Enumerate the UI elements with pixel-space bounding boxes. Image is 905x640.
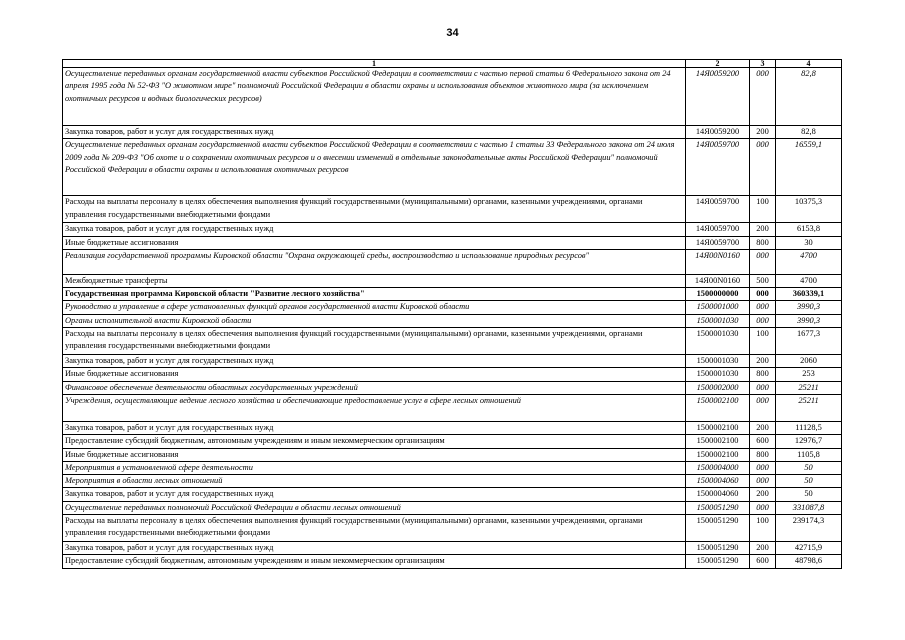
row-description: Мероприятия в установленной сфере деятельности: [63, 461, 686, 474]
row-amount: 4700: [776, 274, 842, 287]
row-description: Предоставление субсидий бюджетным, автономным учреждениям и иным некоммерческим организациям: [63, 555, 686, 568]
row-description: Расходы на выплаты персоналу в целях обеспечения выполнения функций государственными (муниципальными) органами, казенными учреждениями, органами управления государственными внебюджетными фондами: [63, 328, 686, 355]
row-amount: 48798,6: [776, 555, 842, 568]
table-row: [63, 68, 842, 126]
row-code: 1500051290: [686, 515, 750, 542]
row-description: Закупка товаров, работ и услуг для государственных нужд: [63, 488, 686, 501]
row-code: 14Я0059700: [686, 139, 750, 196]
row-description: Реализация государственной программы Кировской области "Охрана окружающей среды, воспроизводство и использование природных ресурсов": [63, 249, 686, 274]
row-code: 1500001030: [686, 314, 750, 327]
row-expense-type: 500: [750, 274, 776, 287]
row-code: 14Я0059700: [686, 223, 750, 236]
row-description: Государственная программа Кировской области "Развитие лесного хозяйства": [63, 288, 686, 301]
row-amount: 50: [776, 461, 842, 474]
row-expense-type: 000: [750, 249, 776, 274]
table-row: [63, 475, 842, 488]
row-code: 14Я0059700: [686, 236, 750, 249]
row-expense-type: 000: [750, 461, 776, 474]
row-expense-type: 200: [750, 542, 776, 555]
row-description: Расходы на выплаты персоналу в целях обеспечения выполнения функций государственными (муниципальными) органами, казенными учреждениями, органами управления государственными внебюджетными фондами: [63, 515, 686, 542]
table-row: [63, 368, 842, 381]
row-amount: 6153,8: [776, 223, 842, 236]
row-code: 1500002100: [686, 448, 750, 461]
row-expense-type: 000: [750, 394, 776, 421]
row-code: 1500002100: [686, 421, 750, 434]
row-amount: 239174,3: [776, 515, 842, 542]
table-row: [63, 381, 842, 394]
row-expense-type: 000: [750, 501, 776, 514]
row-expense-type: 000: [750, 68, 776, 126]
row-code: 1500002100: [686, 394, 750, 421]
row-code: 14Я00N0160: [686, 274, 750, 287]
row-code: 1500001030: [686, 355, 750, 368]
row-expense-type: 000: [750, 475, 776, 488]
row-code: 1500004060: [686, 488, 750, 501]
row-expense-type: 000: [750, 381, 776, 394]
table-row: [63, 274, 842, 287]
table-row: [63, 223, 842, 236]
header-col-3: 3: [750, 60, 776, 68]
row-description: Руководство и управление в сфере установленных функций органов государственной власти Кировской области: [63, 301, 686, 314]
row-amount: 42715,9: [776, 542, 842, 555]
row-description: Закупка товаров, работ и услуг для государственных нужд: [63, 223, 686, 236]
row-description: Органы исполнительной власти Кировской области: [63, 314, 686, 327]
row-amount: 360339,1: [776, 288, 842, 301]
row-code: 1500001030: [686, 368, 750, 381]
row-expense-type: 200: [750, 223, 776, 236]
row-code: 1500000000: [686, 288, 750, 301]
row-expense-type: 600: [750, 435, 776, 448]
row-amount: 10375,3: [776, 196, 842, 223]
row-code: 14Я0059700: [686, 196, 750, 223]
row-description: Закупка товаров, работ и услуг для государственных нужд: [63, 542, 686, 555]
table-row: [63, 288, 842, 301]
row-code: 1500001030: [686, 328, 750, 355]
row-description: Закупка товаров, работ и услуг для государственных нужд: [63, 355, 686, 368]
table-row: [63, 236, 842, 249]
page-number: 34: [446, 27, 459, 39]
row-description: Иные бюджетные ассигнования: [63, 236, 686, 249]
table-row: [63, 461, 842, 474]
row-code: 14Я0059200: [686, 126, 750, 139]
row-amount: 25211: [776, 394, 842, 421]
table-row: [63, 488, 842, 501]
row-description: Закупка товаров, работ и услуг для государственных нужд: [63, 126, 686, 139]
row-code: 1500001000: [686, 301, 750, 314]
table-row: [63, 501, 842, 514]
row-code: 1500002100: [686, 435, 750, 448]
table-row: [63, 542, 842, 555]
row-code: 1500051290: [686, 555, 750, 568]
row-amount: 3990,3: [776, 314, 842, 327]
row-description: Межбюджетные трансферты: [63, 274, 686, 287]
row-description: Учреждения, осуществляющие ведение лесного хозяйства и обеспечивающие предоставление услуг в сфере лесных отношений: [63, 394, 686, 421]
row-expense-type: 000: [750, 139, 776, 196]
budget-table: [62, 59, 842, 569]
row-amount: 2060: [776, 355, 842, 368]
row-expense-type: 100: [750, 328, 776, 355]
table-row: [63, 126, 842, 139]
row-amount: 50: [776, 488, 842, 501]
row-amount: 82,8: [776, 126, 842, 139]
row-description: Предоставление субсидий бюджетным, автономным учреждениям и иным некоммерческим организациям: [63, 435, 686, 448]
header-col-1: 1: [63, 60, 686, 68]
row-amount: 253: [776, 368, 842, 381]
row-expense-type: 800: [750, 368, 776, 381]
row-amount: 11128,5: [776, 421, 842, 434]
header-col-2: 2: [686, 60, 750, 68]
row-description: Осуществление переданных органам государственной власти субъектов Российской Федерации в соответствии с частью 1 статьи 33 Федерального закона от 24 июля 2009 года № 209-ФЗ "Об охоте и о сохранении охотничьих ресурсов и о внесении изменений в отдельные законодательные акты Российской Федерации" полномочий Российской Федерации в области охраны и использования охотничьих ресурсов: [63, 139, 686, 196]
row-expense-type: 200: [750, 355, 776, 368]
row-amount: 30: [776, 236, 842, 249]
row-expense-type: 000: [750, 301, 776, 314]
table-row: [63, 139, 842, 196]
row-description: Финансовое обеспечение деятельности областных государственных учреждений: [63, 381, 686, 394]
table-row: [63, 355, 842, 368]
table-row: [63, 448, 842, 461]
row-amount: 4700: [776, 249, 842, 274]
row-amount: 50: [776, 475, 842, 488]
row-description: Иные бюджетные ассигнования: [63, 448, 686, 461]
header-col-4: 4: [776, 60, 842, 68]
table-row: [63, 314, 842, 327]
row-code: 1500004060: [686, 475, 750, 488]
row-amount: 1105,8: [776, 448, 842, 461]
row-amount: 82,8: [776, 68, 842, 126]
row-expense-type: 200: [750, 126, 776, 139]
row-description: Мероприятия в области лесных отношений: [63, 475, 686, 488]
row-code: 14Я00N0160: [686, 249, 750, 274]
row-code: 1500002000: [686, 381, 750, 394]
row-description: Осуществление переданных полномочий Российской Федерации в области лесных отношений: [63, 501, 686, 514]
row-expense-type: 800: [750, 448, 776, 461]
row-expense-type: 100: [750, 515, 776, 542]
table-row: [63, 249, 842, 274]
row-amount: 12976,7: [776, 435, 842, 448]
row-expense-type: 200: [750, 488, 776, 501]
row-code: 1500004000: [686, 461, 750, 474]
table-row: [63, 328, 842, 355]
row-code: 14Я0059200: [686, 68, 750, 126]
row-expense-type: 200: [750, 421, 776, 434]
table-row: [63, 435, 842, 448]
table-row: [63, 394, 842, 421]
row-amount: 16559,1: [776, 139, 842, 196]
row-expense-type: 800: [750, 236, 776, 249]
table-row: [63, 515, 842, 542]
row-description: Осуществление переданных органам государственной власти субъектов Российской Федерации в соответствии с частью первой статьи 6 Федерального закона от 24 апреля 1995 года № 52-ФЗ "О животном мире" полномочий Российской Федерации в области охраны и использования объектов животного мира (за исключением охотничьих ресурсов и водных биологических ресурсов): [63, 68, 686, 126]
row-expense-type: 000: [750, 314, 776, 327]
row-amount: 25211: [776, 381, 842, 394]
row-expense-type: 600: [750, 555, 776, 568]
row-amount: 1677,3: [776, 328, 842, 355]
table-header-row: [63, 60, 842, 68]
row-expense-type: 000: [750, 288, 776, 301]
table-row: [63, 421, 842, 434]
row-amount: 3990,3: [776, 301, 842, 314]
row-amount: 331087,8: [776, 501, 842, 514]
row-expense-type: 100: [750, 196, 776, 223]
table-row: [63, 301, 842, 314]
row-code: 1500051290: [686, 542, 750, 555]
row-description: Закупка товаров, работ и услуг для государственных нужд: [63, 421, 686, 434]
row-description: Иные бюджетные ассигнования: [63, 368, 686, 381]
table-row: [63, 196, 842, 223]
row-description: Расходы на выплаты персоналу в целях обеспечения выполнения функций государственными (муниципальными) органами, казенными учреждениями, органами управления государственными внебюджетными фондами: [63, 196, 686, 223]
row-code: 1500051290: [686, 501, 750, 514]
table-row: [63, 555, 842, 568]
